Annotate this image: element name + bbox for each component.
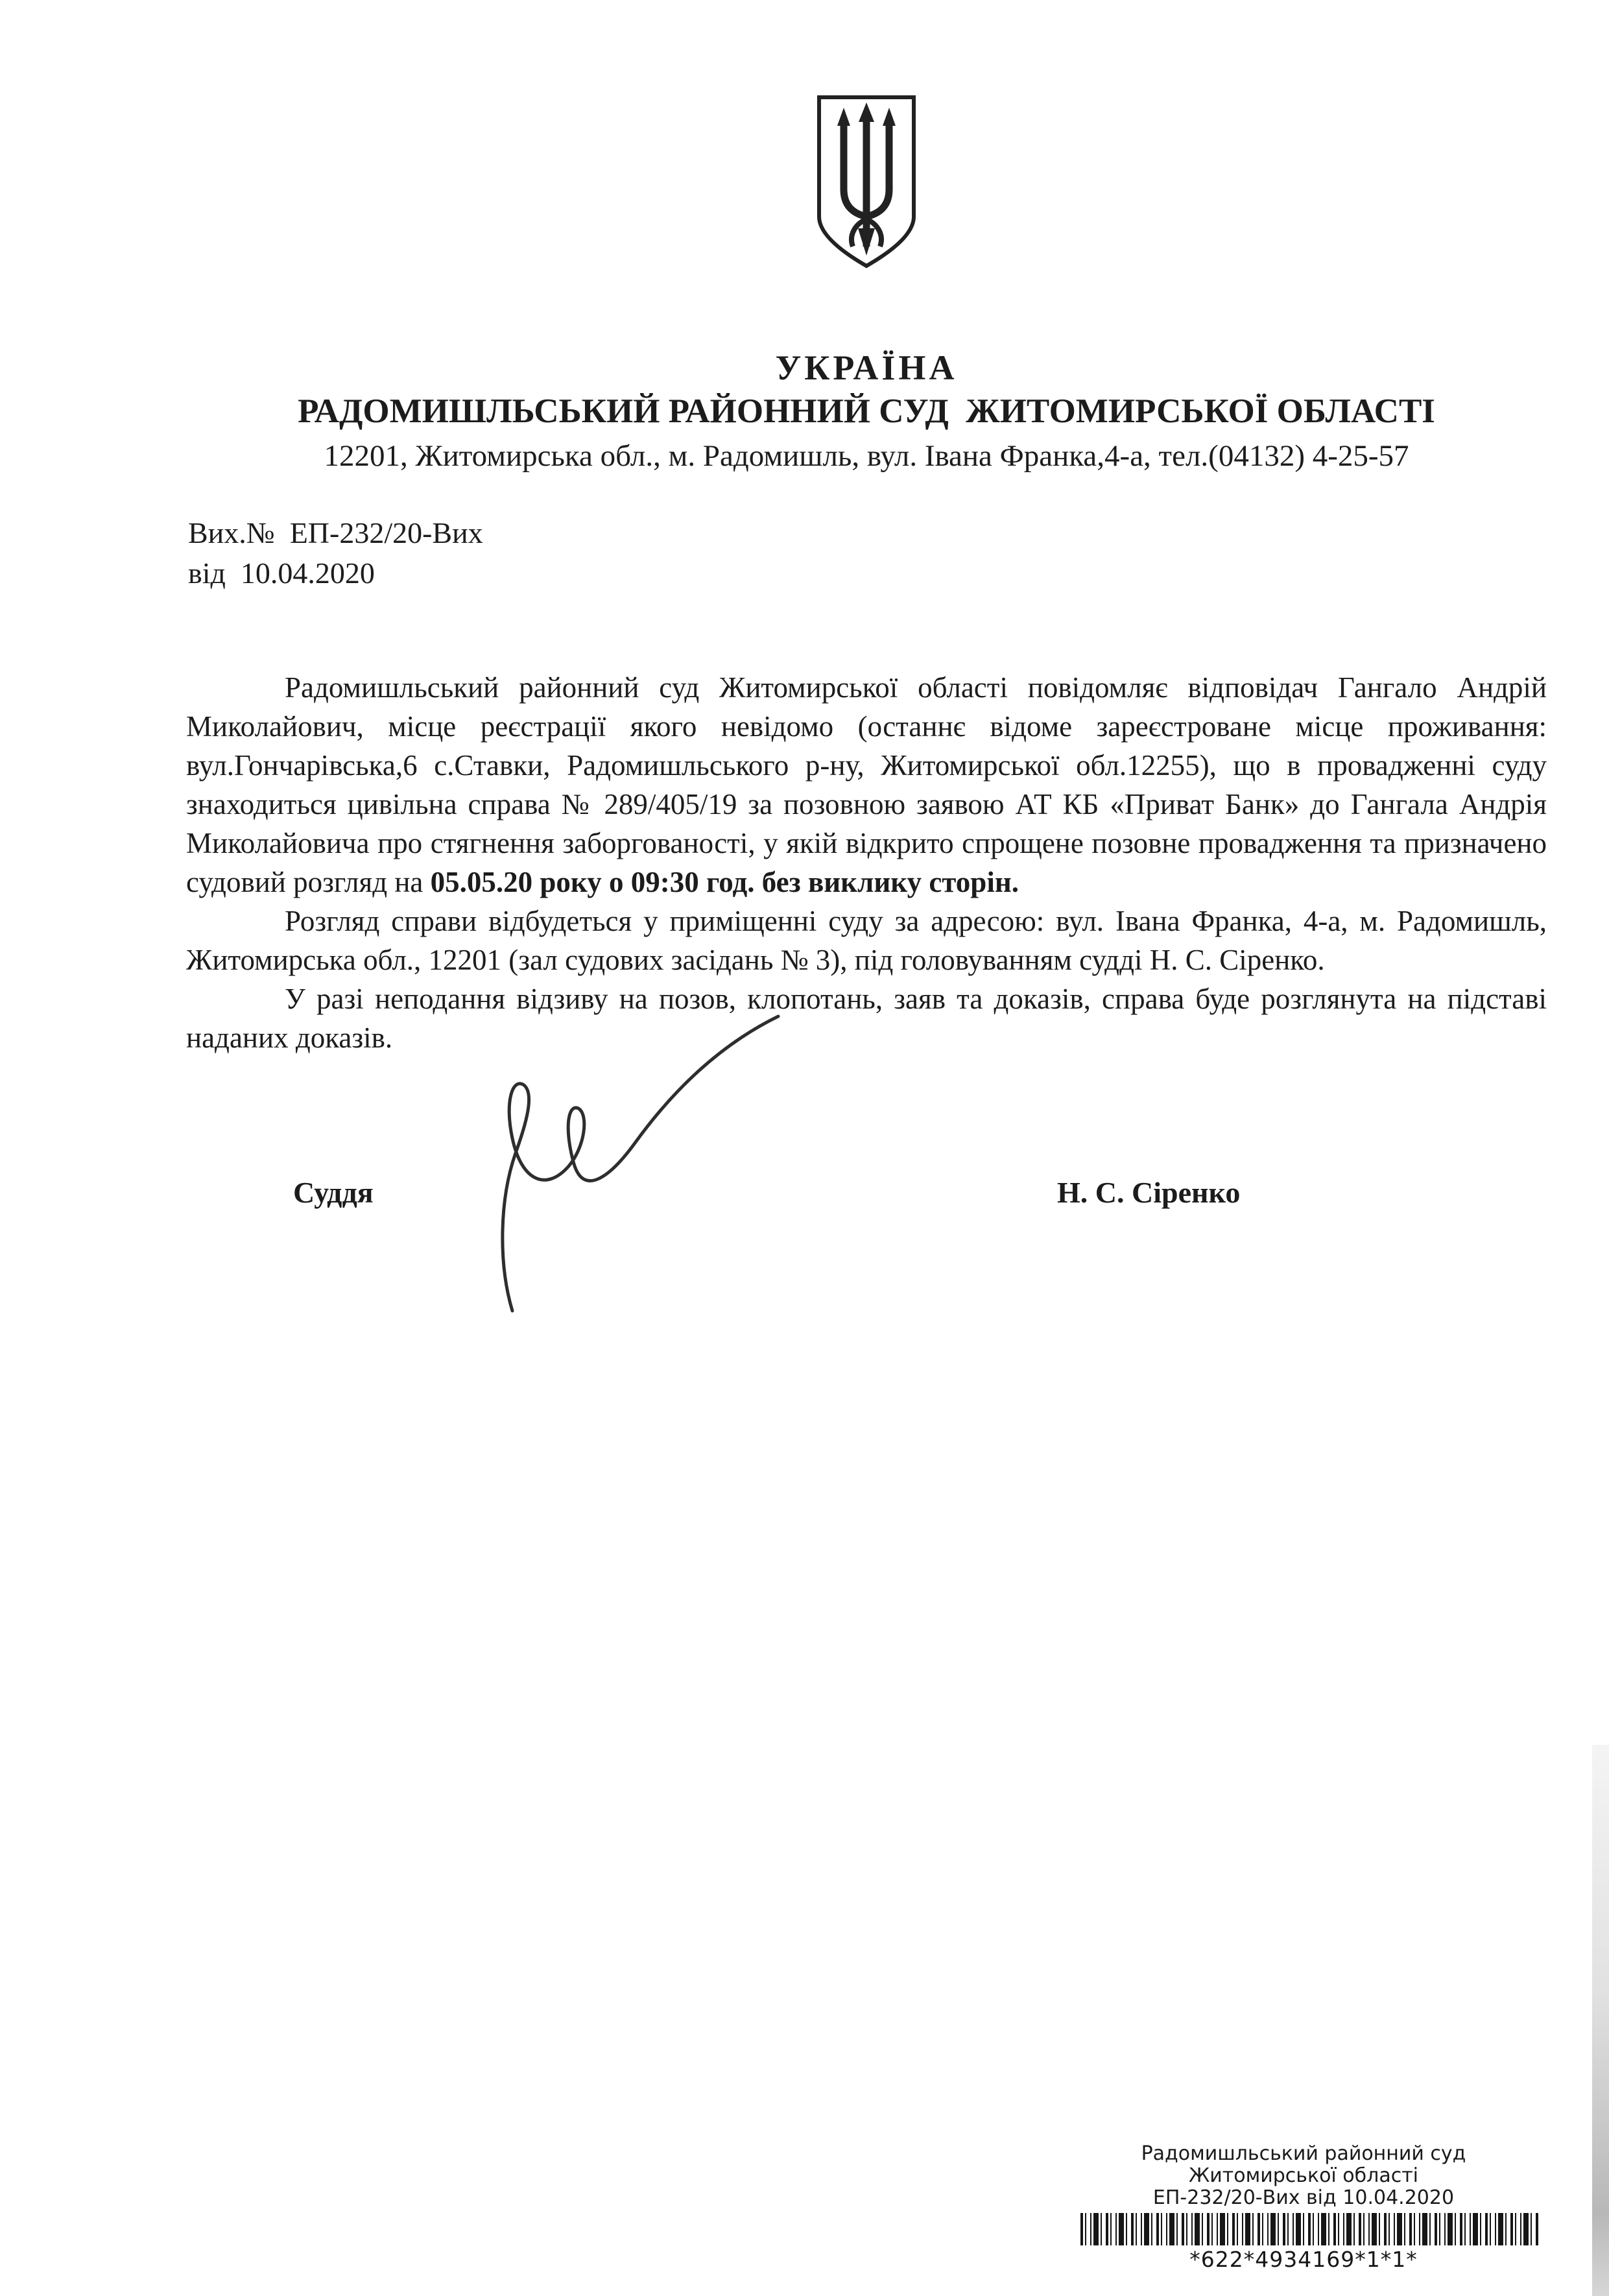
footer-ref-line: ЕП-232/20-Вих від 10.04.2020 [1152, 2186, 1455, 2209]
footer-court-line2: Житомирської області [1188, 2164, 1419, 2187]
hearing-datetime-bold: 05.05.20 року о 09:30 год. без виклику сторін. [430, 866, 1019, 898]
country-title: УКРАЇНА [775, 348, 958, 387]
letter-body [186, 668, 1547, 1057]
judge-role-label: Суддя [293, 1176, 374, 1209]
scan-edge-artifact [1592, 1745, 1609, 2296]
ukraine-coat-of-arms-icon [811, 92, 922, 274]
barcode-text: *622*4934169*1*1* [1189, 2247, 1418, 2272]
outgoing-date: від 10.04.2020 [188, 556, 375, 590]
court-address: 12201, Житомирська обл., м. Радомишль, вул. Івана Франка,4-а, тел.(04132) 4-25-57 [324, 439, 1409, 473]
judge-name: Н. С. Сіренко [1057, 1176, 1241, 1209]
paragraph-case-notice [186, 668, 1547, 902]
paragraph-case-notice-text: Радомишльський районний суд Житомирської області повідомляє відповідач Гангало Андрій Миколайович, місце реєстрації якого невідомо (останнє відоме зареєстроване місце проживання: вул.Гончарівська,6 с.Ставки, Радомишльського р-ну, Житомирської обл.12255), що в провадженні суду знаходиться цивільна справа № 289/405/19 за позовною заявою АТ КБ «Приват Банк» до Гангала Андрія Миколайовича про стягнення заборгованості, у якій відкрито спрощене позовне провадження та призначено судовий розгляд на [186, 671, 1547, 898]
footer-court-line1: Радомишльський районний суд [1141, 2142, 1466, 2165]
paragraph-hearing-location: Розгляд справи відбудеться у приміщенні суду за адресою: вул. Івана Франка, 4-а, м. Радомишль, Житомирська обл., 12201 (зал судових засідань № 3), під головуванням судді Н. С. Сіренко. [186, 905, 1547, 976]
paragraph-no-response-warning: У разі неподання відзиву на позов, клопотань, заяв та доказів, справа буде розглянута на підставі наданих доказів. [186, 983, 1547, 1054]
outgoing-number: Вих.№ ЕП-232/20-Вих [188, 516, 483, 549]
barcode-icon [1080, 2213, 1540, 2245]
court-name: РАДОМИШЛЬСЬКИЙ РАЙОННИЙ СУД ЖИТОМИРСЬКОЇ ОБЛАСТІ [298, 392, 1435, 430]
judge-signature-icon [415, 1009, 791, 1313]
